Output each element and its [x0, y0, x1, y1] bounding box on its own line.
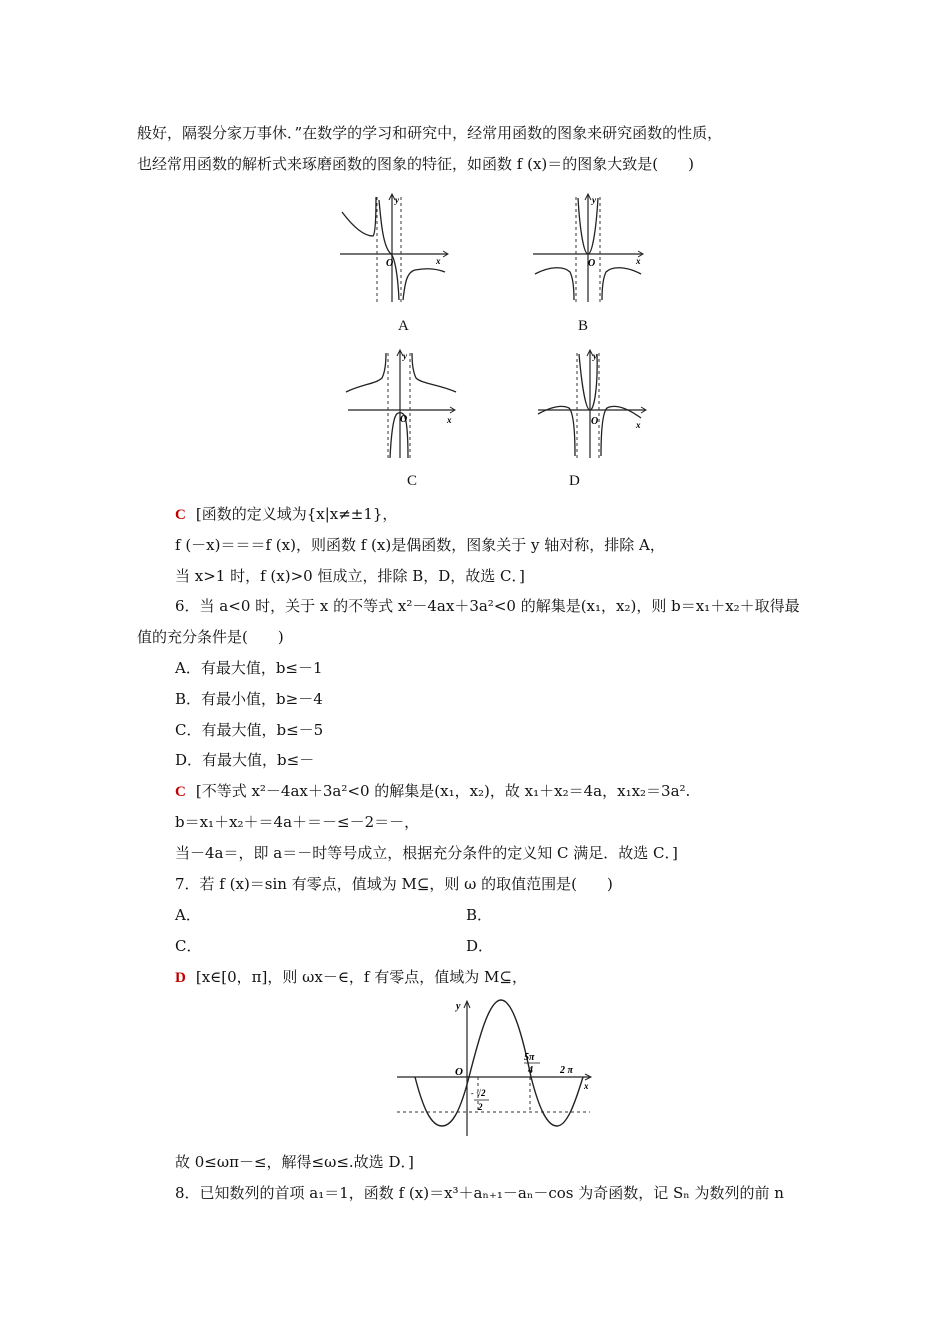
graph-d-y-label: y — [593, 351, 597, 361]
graph-c-y-label: y — [403, 351, 407, 361]
graph-c-label: C — [407, 473, 418, 489]
q6-option-c: C．有最大值，b≤－5 — [175, 721, 324, 739]
graph-b-x-label: x — [636, 256, 641, 266]
q5-solution-line-3: 当 x>1 时，f (x)>0 恒成立，排除 B，D，故选 C．] — [175, 567, 525, 585]
q6-solution-text-1: [不等式 x²－4ax＋3a²<0 的解集是(x₁，x₂)，故 x₁＋x₂＝4a，x₁x₂＝3a². — [195, 782, 691, 800]
q7-graph-neg-sign: - — [471, 1089, 474, 1098]
q7-option-c: C． — [175, 937, 202, 955]
q6-option-d: D．有最大值，b≤－ — [175, 751, 315, 769]
q7-graph-4: 4 — [528, 1065, 533, 1076]
q5-solution-line-1 — [175, 504, 397, 525]
q7-option-d: D． — [466, 937, 494, 955]
q7-graph-denominator: 2 — [478, 1102, 483, 1112]
q7-graph-x-label: x — [584, 1081, 589, 1091]
q7-option-b: B． — [466, 906, 493, 924]
q8-stem: 8．已知数列的首项 a₁＝1，函数 f (x)＝x³＋aₙ₊₁－aₙ－cos 为奇函数，记 Sₙ 为数列的前 n — [175, 1184, 784, 1202]
q6-solution-line-3: 当－4a＝，即 a＝－时等号成立，根据充分条件的定义知 C 满足．故选 C．] — [175, 844, 678, 862]
q7-solution-line-2: 故 0≤ωπ－≤，解得≤ω≤.故选 D．] — [175, 1153, 414, 1171]
q6-option-b: B．有最小值，b≥－4 — [175, 690, 323, 708]
graph-d — [535, 348, 650, 463]
q7-graph-sqrt2: √2 — [476, 1088, 486, 1098]
graph-a-x-label: x — [436, 256, 441, 266]
graph-c — [340, 348, 460, 463]
q7-graph-2pi: 2 π — [560, 1065, 573, 1076]
graph-a-y-label: y — [395, 195, 399, 205]
q7-graph-origin: O — [455, 1066, 463, 1078]
graph-a-origin: O — [386, 258, 394, 269]
graph-a-label: A — [398, 318, 409, 334]
graph-a — [335, 192, 450, 307]
graph-c-x-label: x — [447, 415, 452, 425]
q5-solution-text-1: [函数的定义域为{x|x≠±1}， — [195, 505, 398, 523]
q7-answer: D — [175, 970, 186, 986]
intro-line-1: 般好，隔裂分家万事休．”在数学的学习和研究中，经常用函数的图象来研究函数的性质， — [137, 124, 723, 142]
q6-stem-line-1: 6．当 a<0 时，关于 x 的不等式 x²－4ax＋3a²<0 的解集是(x₁，x₂)，则 b＝x₁＋x₂＋取得最 — [175, 597, 800, 615]
graph-d-label: D — [569, 473, 580, 489]
q5-answer: C — [175, 507, 186, 523]
q6-option-a: A．有最大值，b≤－1 — [175, 659, 323, 677]
q6-stem-line-2: 值的充分条件是( ) — [137, 628, 284, 646]
q7-sine-graph — [395, 998, 595, 1138]
q6-solution-line-2: b＝x₁＋x₂＋＝4a＋＝－≤－2＝－， — [175, 813, 420, 831]
q5-solution-line-2: f (－x)＝＝＝f (x)，则函数 f (x)是偶函数，图象关于 y 轴对称，排除 A， — [175, 536, 665, 554]
q6-solution-line-1 — [175, 781, 690, 802]
q7-solution-text-1: [x∈[0，π]，则 ωx－∈，f 有零点，值域为 M⊆， — [195, 968, 527, 986]
graph-c-origin: O — [400, 414, 408, 425]
q7-stem: 7．若 f (x)＝sin 有零点，值域为 M⊆，则 ω 的取值范围是( ) — [175, 875, 613, 893]
q7-option-a: A． — [175, 906, 201, 924]
q6-answer: C — [175, 784, 186, 800]
graph-b — [530, 192, 645, 307]
graph-d-origin: O — [591, 416, 599, 427]
graph-d-x-label: x — [636, 420, 641, 430]
q7-graph-y-label: y — [456, 1001, 461, 1012]
q7-solution-line-1 — [175, 967, 527, 988]
intro-line-2: 也经常用函数的解析式来琢磨函数的图象的特征，如函数 f (x)＝的图象大致是( ) — [137, 155, 694, 173]
q7-graph-5pi: 5π — [524, 1052, 535, 1063]
graph-b-label: B — [578, 318, 589, 334]
graph-b-origin: O — [588, 258, 596, 269]
graph-b-y-label: y — [592, 195, 596, 205]
